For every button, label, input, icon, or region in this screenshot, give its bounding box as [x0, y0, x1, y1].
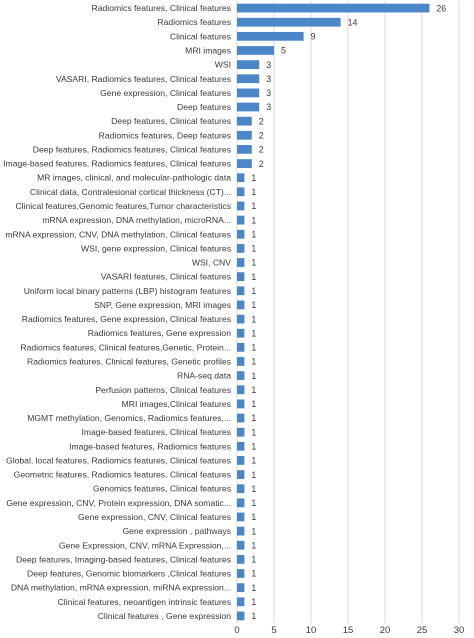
x-tick-label: 5: [271, 625, 277, 636]
category-label: Gene Expression, CNV, mRNA Expression,...: [58, 540, 231, 551]
x-tick-label: 20: [379, 625, 391, 636]
category-label: Gene expression, CNV, Protein expression, DNA somatic...: [6, 497, 231, 508]
x-tick-label: 25: [416, 625, 428, 636]
category-label: Clinical features , Gene expression: [97, 610, 231, 621]
category-label: Radiomics features, Deep features: [98, 130, 231, 141]
data-label: 1: [251, 427, 257, 438]
data-label: 1: [251, 469, 257, 480]
data-label: 1: [251, 300, 257, 311]
data-label: 2: [258, 116, 264, 127]
category-label: Geometric features, Radiomics features, Clinical features: [13, 469, 231, 480]
bar: [237, 244, 244, 253]
bar: [237, 286, 244, 295]
bar: [237, 187, 244, 196]
category-label: Image-based features, Radiomics features: [69, 441, 231, 452]
category-label: VASARI, Radiomics features, Clinical features: [55, 73, 231, 84]
data-label: 1: [251, 568, 257, 579]
category-label: MRI images,Clinical features: [121, 398, 231, 409]
bar: [237, 428, 244, 437]
bar: [237, 173, 244, 182]
category-label: Gene expression, CNV, Clinical features: [77, 511, 231, 522]
category-label: Deep features, Imaging-based features, Clinical features: [16, 554, 231, 565]
category-label: VASARI features, Clinical features: [100, 271, 231, 282]
category-label: mRNA expression, DNA methylation, microRNA...: [42, 215, 231, 226]
bar: [237, 357, 244, 366]
category-label: SNP, Gene expression, MRI images: [94, 299, 231, 310]
category-label: DNA methylation, mRNA expression, miRNA expression...: [10, 582, 231, 593]
data-label: 1: [251, 172, 257, 183]
data-label: 2: [258, 130, 264, 141]
bar: [237, 230, 244, 239]
x-tick-label: 0: [234, 625, 240, 636]
bar: [237, 343, 244, 352]
category-label: Deep features: [177, 102, 231, 113]
bar: [237, 414, 244, 423]
category-label: Image-based features, Radiomics features, Clinical features: [3, 158, 231, 169]
category-label: Image-based features, Clinical features: [81, 427, 231, 438]
bar: [237, 4, 429, 13]
data-label: 1: [251, 243, 257, 254]
data-label: 1: [251, 526, 257, 537]
x-tick-label: 30: [453, 625, 465, 636]
category-label: Radiomics features: [157, 17, 231, 28]
bar: [237, 442, 244, 451]
bar: [237, 597, 244, 606]
data-label: 1: [251, 201, 257, 212]
x-tick-label: 10: [305, 625, 317, 636]
category-label: Radiomics features, Clinical features: [91, 3, 231, 14]
bar: [237, 541, 244, 550]
bar: [237, 131, 252, 140]
category-label: WSI, gene expression, Clinical features: [81, 243, 231, 254]
data-label: 2: [258, 158, 264, 169]
data-label: 1: [251, 540, 257, 551]
data-label: 2: [258, 144, 264, 155]
bar: [237, 159, 252, 168]
category-label: Clinical features,Genomic features,Tumor characteristics: [15, 200, 231, 211]
data-label: 1: [251, 271, 257, 282]
bar: [237, 612, 244, 621]
bar: [237, 89, 259, 98]
data-label: 1: [251, 441, 257, 452]
category-label: MRI images: [185, 45, 231, 56]
data-label: 1: [251, 342, 257, 353]
bar: [237, 569, 244, 578]
category-label: Clinical features: [169, 31, 231, 42]
data-label: 1: [251, 356, 257, 367]
bar: [237, 470, 244, 479]
data-label: 14: [347, 17, 358, 28]
category-label: MR images, clinical, and molecular-pathologic data: [37, 172, 231, 183]
data-label: 26: [436, 3, 447, 14]
bar: [237, 527, 244, 536]
data-label: 3: [266, 88, 272, 99]
category-label: mRNA expression, CNV, DNA methylation, Clinical features: [5, 229, 231, 240]
data-label: 5: [281, 45, 286, 56]
bar: [237, 117, 252, 126]
bar: [237, 74, 259, 83]
data-label: 1: [251, 285, 257, 296]
category-label: Genomics features, Clinical features: [92, 483, 231, 494]
category-label: RNA-seq data: [177, 370, 231, 381]
category-label: WSI: [214, 59, 231, 70]
data-label: 1: [251, 582, 257, 593]
value-labels: [251, 3, 446, 621]
category-label: Deep features, Clinical features: [111, 116, 231, 127]
bar: [237, 583, 244, 592]
category-labels: [3, 3, 231, 621]
category-label: Radiomics features, Clinical features, Genetic profiles: [27, 356, 231, 367]
category-label: Deep features, Radiomics features, Clinical features: [32, 144, 231, 155]
category-label: Radiomics features, Gene expression: [87, 328, 231, 339]
category-label: Gene expression, Clinical features: [100, 87, 231, 98]
data-label: 3: [266, 102, 272, 113]
bar: [237, 103, 259, 112]
bar: [237, 216, 244, 225]
bar: [237, 32, 304, 41]
data-label: 1: [251, 399, 257, 410]
data-label: 1: [251, 455, 257, 466]
category-label: Uniform local binary patterns (LBP) histogram features: [23, 285, 231, 296]
bar: [237, 60, 259, 69]
data-label: 1: [251, 483, 257, 494]
data-label: 1: [251, 384, 257, 395]
data-label: 1: [251, 413, 257, 424]
bar: [237, 145, 252, 154]
bar: [237, 272, 244, 281]
data-label: 9: [310, 31, 316, 42]
bar: [237, 46, 274, 55]
bar: [237, 484, 244, 493]
data-label: 3: [266, 73, 272, 84]
data-label: 1: [251, 314, 257, 325]
bar: [237, 315, 244, 324]
data-label: 3: [266, 59, 272, 70]
data-label: 1: [251, 215, 257, 226]
bar: [237, 385, 244, 394]
bar: [237, 329, 244, 338]
bar: [237, 371, 244, 380]
bar: [237, 400, 244, 409]
bar: [237, 456, 244, 465]
data-label: 1: [251, 229, 257, 240]
x-axis-ticks: [234, 625, 464, 636]
bar: [237, 513, 244, 522]
category-label: Radiomics features, Clinical features,Genetic, Protein...: [20, 342, 231, 353]
category-label: Gene expression , pathways: [122, 526, 231, 537]
category-label: WSI, CNV: [191, 257, 231, 268]
category-label: Deep features, Genomic biomarkers ,Clinical features: [27, 568, 231, 579]
x-tick-label: 15: [342, 625, 354, 636]
data-label: 1: [251, 611, 257, 622]
bar: [237, 301, 244, 310]
bar: [237, 258, 244, 267]
data-label: 1: [251, 554, 257, 565]
data-label: 1: [251, 498, 257, 509]
data-label: 1: [251, 370, 257, 381]
category-label: Clinical features, neoantigen intrinsic features: [57, 596, 231, 607]
category-label: Global, local features, Radiomics features, Clinical features: [6, 455, 231, 466]
data-label: 1: [251, 512, 257, 523]
category-label: Clinical data, Contralesional cortical thickness (CT)...: [29, 186, 231, 197]
bar: [237, 18, 341, 27]
data-label: 1: [251, 187, 257, 198]
category-label: MGMT methylation, Genomics, Radiomics features,...: [27, 413, 231, 424]
category-label: Radiomics features, Gene expression, Clinical features: [21, 314, 231, 325]
data-label: 1: [251, 328, 257, 339]
category-label: Perfusion patterns, Clinical features: [95, 384, 231, 395]
bar: [237, 202, 244, 211]
data-label: 1: [251, 596, 257, 607]
bar: [237, 555, 244, 564]
bar: [237, 498, 244, 507]
data-label: 1: [251, 257, 257, 268]
